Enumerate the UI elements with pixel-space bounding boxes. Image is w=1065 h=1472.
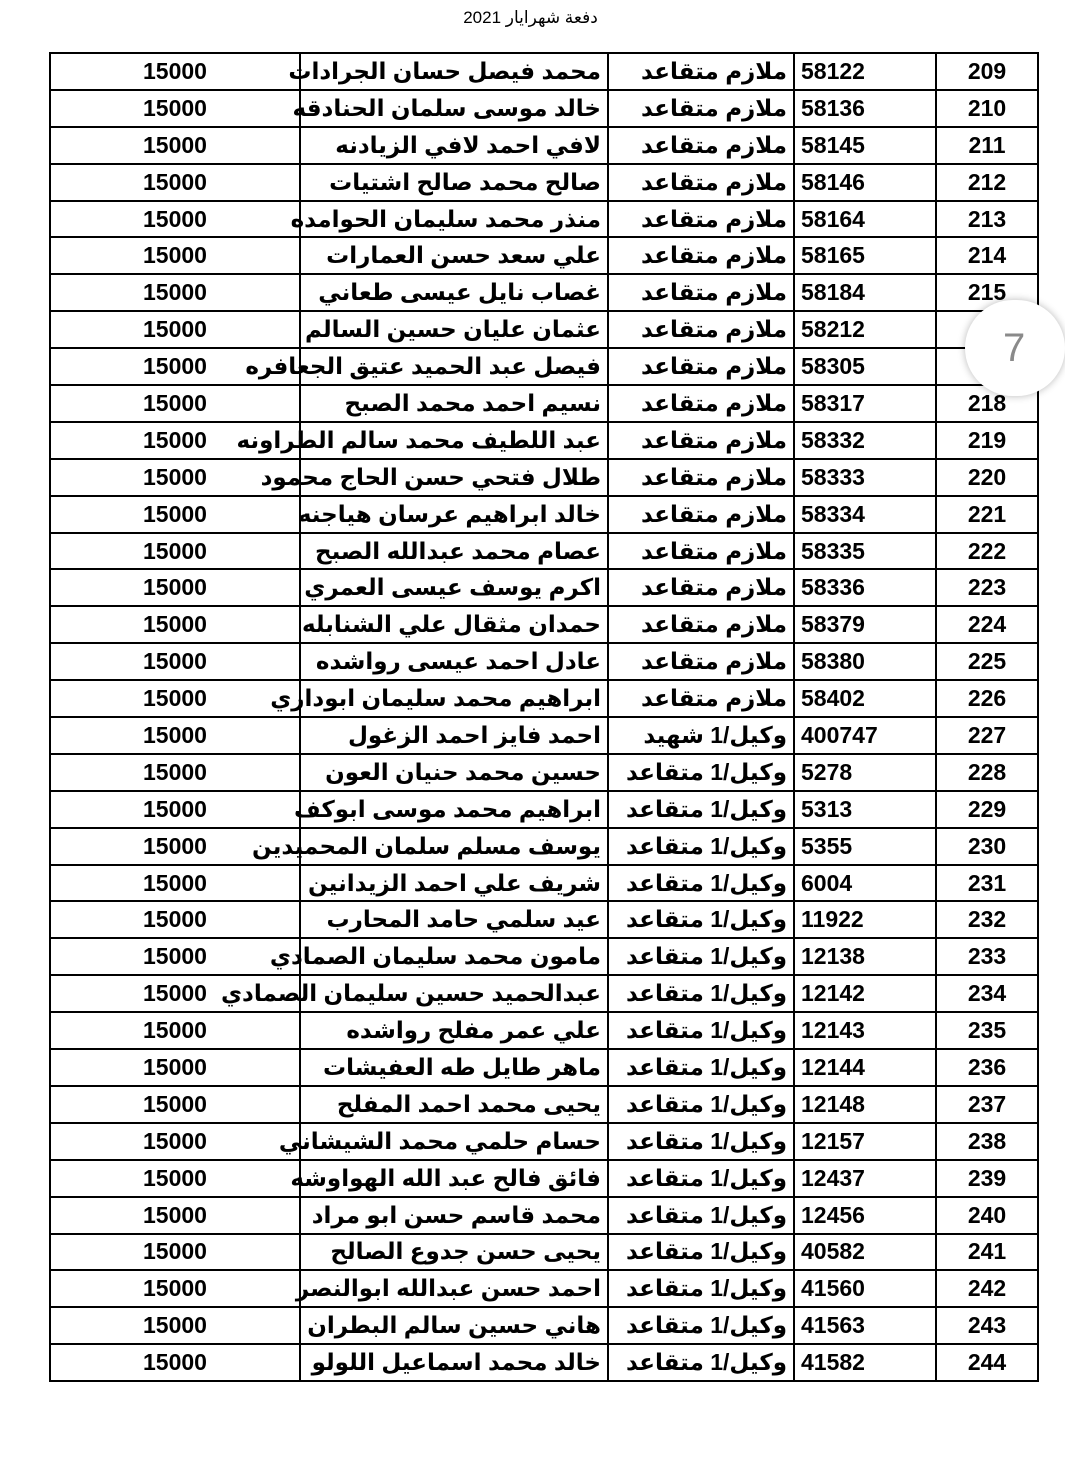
rank-cell: ملازم متقاعد (608, 569, 794, 606)
serial-number-cell: 236 (936, 1049, 1038, 1086)
amount-cell: 15000 (50, 606, 300, 643)
table-row (50, 1270, 1038, 1307)
military-number-cell: 12456 (794, 1197, 936, 1234)
military-number-cell: 58212 (794, 311, 936, 348)
table-row (50, 53, 1038, 90)
serial-number-cell: 230 (936, 828, 1038, 865)
person-name-cell: احمد فايز احمد الزغول (300, 717, 608, 754)
person-name-cell: علي سعد حسن العمارات (300, 237, 608, 274)
amount-cell: 15000 (50, 1160, 300, 1197)
rank-cell: وكيل/1 متقاعد (608, 1344, 794, 1381)
amount-cell: 15000 (50, 865, 300, 902)
serial-number-cell: 214 (936, 237, 1038, 274)
rank-cell: وكيل/1 متقاعد (608, 901, 794, 938)
table-row (50, 643, 1038, 680)
military-number-cell: 41560 (794, 1270, 936, 1307)
table-row (50, 496, 1038, 533)
person-name-cell: خالد ابراهيم عرسان هياجنه (300, 496, 608, 533)
rank-cell: وكيل/1 متقاعد (608, 1123, 794, 1160)
person-name-cell: عادل احمد عيسى رواشده (300, 643, 608, 680)
amount-cell: 15000 (50, 164, 300, 201)
serial-number-cell: 223 (936, 569, 1038, 606)
table-row (50, 901, 1038, 938)
table-row (50, 385, 1038, 422)
person-name-cell: عصام محمد عبدالله الصبح (300, 533, 608, 570)
rank-cell: ملازم متقاعد (608, 90, 794, 127)
serial-number-cell: 227 (936, 717, 1038, 754)
military-number-cell: 41582 (794, 1344, 936, 1381)
serial-number-cell: 240 (936, 1197, 1038, 1234)
serial-number-cell: 238 (936, 1123, 1038, 1160)
page-title: دفعة شهرايار 2021 (463, 8, 598, 27)
table-row (50, 828, 1038, 865)
serial-number-cell: 234 (936, 975, 1038, 1012)
person-name-cell: يوسف مسلم سلمان المحميدين (300, 828, 608, 865)
table-row (50, 865, 1038, 902)
person-name-cell: لافي احمد لافي الزيادنه (300, 127, 608, 164)
serial-number-cell: 243 (936, 1307, 1038, 1344)
table-row (50, 1160, 1038, 1197)
person-name-cell: خالد موسى سلمان الحنادقه (300, 90, 608, 127)
person-name-cell: يحيى محمد احمد المفلح (300, 1086, 608, 1123)
person-name-cell: يحيى حسن جدوع الصالح (300, 1234, 608, 1271)
military-number-cell: 12148 (794, 1086, 936, 1123)
serial-number-cell: 225 (936, 643, 1038, 680)
military-number-cell: 12157 (794, 1123, 936, 1160)
table-row (50, 127, 1038, 164)
military-number-cell: 12142 (794, 975, 936, 1012)
military-number-cell: 5355 (794, 828, 936, 865)
amount-cell: 15000 (50, 348, 300, 385)
table-row (50, 1307, 1038, 1344)
military-number-cell: 58332 (794, 422, 936, 459)
amount-cell: 15000 (50, 754, 300, 791)
military-number-cell: 58379 (794, 606, 936, 643)
amount-cell: 15000 (50, 1086, 300, 1123)
serial-number-cell: 211 (936, 127, 1038, 164)
person-name-cell: محمد فيصل حسان الجرادات (300, 53, 608, 90)
person-name-cell: مامون محمد سليمان الصمادي (300, 938, 608, 975)
serial-number-cell: 241 (936, 1234, 1038, 1271)
amount-cell: 15000 (50, 1234, 300, 1271)
rank-cell: وكيل/1 متقاعد (608, 1270, 794, 1307)
table-row (50, 1086, 1038, 1123)
serial-number-cell: 229 (936, 791, 1038, 828)
amount-cell: 15000 (50, 237, 300, 274)
table-row (50, 1234, 1038, 1271)
amount-cell: 15000 (50, 717, 300, 754)
serial-number-cell: 233 (936, 938, 1038, 975)
table-row (50, 791, 1038, 828)
rank-cell: ملازم متقاعد (608, 606, 794, 643)
serial-number-cell: 228 (936, 754, 1038, 791)
rank-cell: ملازم متقاعد (608, 496, 794, 533)
person-name-cell: غصاب نايل عيسى طعاني (300, 274, 608, 311)
amount-cell: 15000 (50, 459, 300, 496)
serial-number-cell: 232 (936, 901, 1038, 938)
amount-cell: 15000 (50, 274, 300, 311)
amount-cell: 15000 (50, 1307, 300, 1344)
rank-cell: وكيل/1 متقاعد (608, 791, 794, 828)
person-name-cell: ماهر طايل طه العفيشات (300, 1049, 608, 1086)
rank-cell: وكيل/1 متقاعد (608, 1307, 794, 1344)
military-number-cell: 40582 (794, 1234, 936, 1271)
table-row (50, 754, 1038, 791)
page-number-badge: 7 (965, 300, 1065, 396)
military-number-cell: 58333 (794, 459, 936, 496)
military-number-cell: 58122 (794, 53, 936, 90)
military-number-cell: 58305 (794, 348, 936, 385)
table-row (50, 717, 1038, 754)
rank-cell: وكيل/1 متقاعد (608, 1012, 794, 1049)
amount-cell: 15000 (50, 1012, 300, 1049)
military-number-cell: 58184 (794, 274, 936, 311)
table-row (50, 274, 1038, 311)
serial-number-cell: 209 (936, 53, 1038, 90)
rank-cell: ملازم متقاعد (608, 643, 794, 680)
person-name-cell: منذر محمد سليمان الحوامده (300, 201, 608, 238)
serial-number-cell: 235 (936, 1012, 1038, 1049)
military-number-cell: 58336 (794, 569, 936, 606)
table-row (50, 606, 1038, 643)
military-number-cell: 58165 (794, 237, 936, 274)
serial-number-cell: 221 (936, 496, 1038, 533)
rank-cell: وكيل/1 متقاعد (608, 865, 794, 902)
military-number-cell: 6004 (794, 865, 936, 902)
amount-cell: 15000 (50, 643, 300, 680)
table-row (50, 1344, 1038, 1381)
military-number-cell: 58334 (794, 496, 936, 533)
rank-cell: ملازم متقاعد (608, 348, 794, 385)
rank-cell: ملازم متقاعد (608, 127, 794, 164)
person-name-cell: فيصل عبد الحميد عتيق الجعافره (300, 348, 608, 385)
military-number-cell: 58136 (794, 90, 936, 127)
person-name-cell: خالد محمد اسماعيل اللولو (300, 1344, 608, 1381)
serial-number-cell: 213 (936, 201, 1038, 238)
rank-cell: ملازم متقاعد (608, 201, 794, 238)
rank-cell: وكيل/1 متقاعد (608, 1049, 794, 1086)
serial-number-cell: 239 (936, 1160, 1038, 1197)
serial-number-cell: 215 (936, 274, 1038, 311)
military-number-cell: 58380 (794, 643, 936, 680)
rank-cell: وكيل/1 متقاعد (608, 975, 794, 1012)
person-name-cell: فائق فالح عبد الله الهواوشه (300, 1160, 608, 1197)
person-name-cell: صالح محمد صالح اشتيات (300, 164, 608, 201)
military-number-cell: 58145 (794, 127, 936, 164)
person-name-cell: ابراهيم محمد موسى ابوكف (300, 791, 608, 828)
amount-cell: 15000 (50, 201, 300, 238)
table-row (50, 1123, 1038, 1160)
military-number-cell: 58402 (794, 680, 936, 717)
person-name-cell: شريف علي احمد الزيدانين (300, 865, 608, 902)
amount-cell: 15000 (50, 1270, 300, 1307)
table-row (50, 237, 1038, 274)
person-name-cell: اكرم يوسف عيسى العمري (300, 569, 608, 606)
amount-cell: 15000 (50, 1344, 300, 1381)
person-name-cell: عثمان عليان حسين السالم (300, 311, 608, 348)
rank-cell: ملازم متقاعد (608, 680, 794, 717)
person-name-cell: علي عمر مفلح رواشده (300, 1012, 608, 1049)
amount-cell: 15000 (50, 938, 300, 975)
serial-number-cell: 224 (936, 606, 1038, 643)
amount-cell: 15000 (50, 680, 300, 717)
military-number-cell: 5313 (794, 791, 936, 828)
rank-cell: وكيل/1 متقاعد (608, 1197, 794, 1234)
table-row (50, 164, 1038, 201)
military-number-cell: 12437 (794, 1160, 936, 1197)
rank-cell: ملازم متقاعد (608, 164, 794, 201)
rank-cell: وكيل/1 متقاعد (608, 828, 794, 865)
military-number-cell: 12144 (794, 1049, 936, 1086)
person-name-cell: ابراهيم محمد سليمان ابوداري (300, 680, 608, 717)
table-row (50, 938, 1038, 975)
serial-number-cell: 220 (936, 459, 1038, 496)
table-row (50, 459, 1038, 496)
table-row (50, 201, 1038, 238)
person-name-cell: حسام حلمي محمد الشيشاني (300, 1123, 608, 1160)
amount-cell: 15000 (50, 828, 300, 865)
person-name-cell: عبد اللطيف محمد سالم الطراونه (300, 422, 608, 459)
amount-cell: 15000 (50, 90, 300, 127)
rank-cell: ملازم متقاعد (608, 533, 794, 570)
military-number-cell: 58146 (794, 164, 936, 201)
amount-cell: 15000 (50, 53, 300, 90)
serial-number-cell: 210 (936, 90, 1038, 127)
military-number-cell: 5278 (794, 754, 936, 791)
serial-number-cell: 218 (936, 385, 1038, 422)
rank-cell: وكيل/1 متقاعد (608, 1086, 794, 1123)
table-row (50, 975, 1038, 1012)
amount-cell: 15000 (50, 1049, 300, 1086)
roster-body (50, 53, 1038, 1381)
serial-number-cell: 226 (936, 680, 1038, 717)
amount-cell: 15000 (50, 496, 300, 533)
amount-cell: 15000 (50, 385, 300, 422)
military-number-cell: 58335 (794, 533, 936, 570)
military-number-cell: 12143 (794, 1012, 936, 1049)
serial-number-cell: 222 (936, 533, 1038, 570)
serial-number-cell: 231 (936, 865, 1038, 902)
amount-cell: 15000 (50, 791, 300, 828)
table-row (50, 422, 1038, 459)
amount-cell: 15000 (50, 975, 300, 1012)
amount-cell: 15000 (50, 1197, 300, 1234)
table-row (50, 1012, 1038, 1049)
table-row (50, 311, 1038, 348)
amount-cell: 15000 (50, 901, 300, 938)
serial-number-cell: 219 (936, 422, 1038, 459)
amount-cell: 15000 (50, 533, 300, 570)
person-name-cell: احمد حسن عبدالله ابوالنصر (300, 1270, 608, 1307)
serial-number-cell: 244 (936, 1344, 1038, 1381)
serial-number-cell: 212 (936, 164, 1038, 201)
person-name-cell: عبدالحميد حسين سليمان الصمادي (300, 975, 608, 1012)
rank-cell: ملازم متقاعد (608, 311, 794, 348)
person-name-cell: هاني حسين سالم البطران (300, 1307, 608, 1344)
military-number-cell: 11922 (794, 901, 936, 938)
serial-number-cell: 242 (936, 1270, 1038, 1307)
rank-cell: ملازم متقاعد (608, 459, 794, 496)
military-number-cell: 58317 (794, 385, 936, 422)
rank-cell: ملازم متقاعد (608, 237, 794, 274)
military-number-cell: 41563 (794, 1307, 936, 1344)
rank-cell: وكيل/1 متقاعد (608, 754, 794, 791)
military-number-cell: 58164 (794, 201, 936, 238)
amount-cell: 15000 (50, 569, 300, 606)
person-name-cell: حمدان مثقال علي الشنابله (300, 606, 608, 643)
person-name-cell: نسيم احمد محمد الصبح (300, 385, 608, 422)
table-row (50, 348, 1038, 385)
military-number-cell: 400747 (794, 717, 936, 754)
rank-cell: وكيل/1 شهيد (608, 717, 794, 754)
military-number-cell: 12138 (794, 938, 936, 975)
roster-table (49, 52, 1039, 1382)
person-name-cell: عيد سلمي حامد المحارب (300, 901, 608, 938)
table-row (50, 569, 1038, 606)
rank-cell: وكيل/1 متقاعد (608, 1160, 794, 1197)
person-name-cell: حسين محمد حنيان العون (300, 754, 608, 791)
person-name-cell: محمد قاسم حسن ابو مراد (300, 1197, 608, 1234)
rank-cell: ملازم متقاعد (608, 274, 794, 311)
rank-cell: ملازم متقاعد (608, 385, 794, 422)
amount-cell: 15000 (50, 1123, 300, 1160)
rank-cell: وكيل/1 متقاعد (608, 1234, 794, 1271)
rank-cell: ملازم متقاعد (608, 53, 794, 90)
amount-cell: 15000 (50, 311, 300, 348)
amount-cell: 15000 (50, 127, 300, 164)
table-row (50, 90, 1038, 127)
table-row (50, 533, 1038, 570)
table-row (50, 1197, 1038, 1234)
table-row (50, 680, 1038, 717)
amount-cell: 15000 (50, 422, 300, 459)
table-row (50, 1049, 1038, 1086)
rank-cell: وكيل/1 متقاعد (608, 938, 794, 975)
rank-cell: ملازم متقاعد (608, 422, 794, 459)
person-name-cell: طلال فتحي حسن الحاج محمود (300, 459, 608, 496)
serial-number-cell: 237 (936, 1086, 1038, 1123)
